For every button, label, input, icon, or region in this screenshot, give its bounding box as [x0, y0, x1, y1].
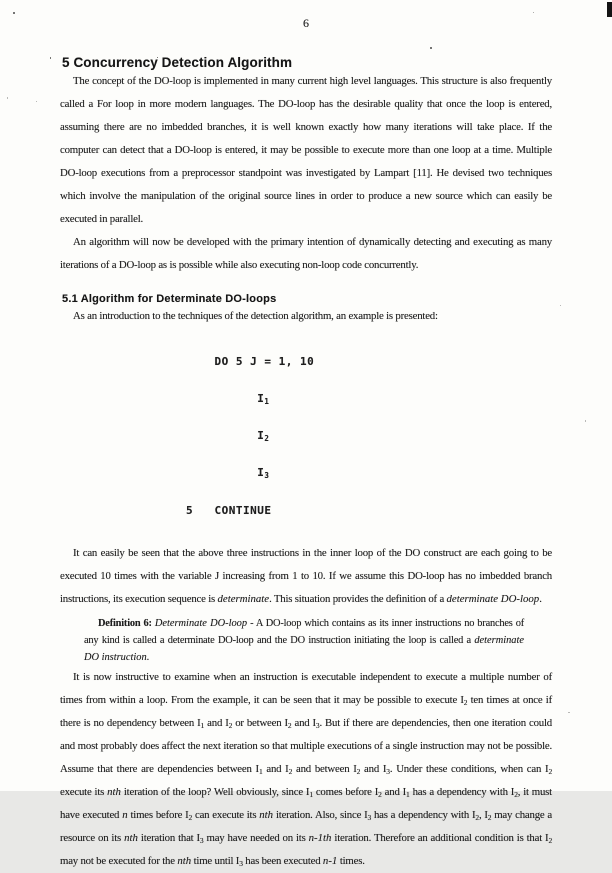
scan-speck	[50, 57, 51, 59]
code-line-do-statement: DO 5 J = 1, 10	[186, 354, 315, 368]
definition-6-block: Definition 6: Determinate DO-loop - A DO-loop which contains as its inner instructions no branches of any kind is called a determinate DO-loop and the DO instruction initiating the loop is called a determinate DO instruction.	[84, 617, 524, 663]
paragraph-determinate-explanation: It can easily be seen that the above three instructions in the inner loop of the DO construct are each going to be executed 10 times with the variable J increasing from 1 to 10. If we assume this DO-loop has no imbedded branch instructions, its execution sequence is determinate. This situation provides the definition of a determinate DO-loop.	[60, 546, 552, 605]
code-line-instruction-1: $I_1$	[186, 392, 269, 407]
paragraph-example-intro: As an introduction to the techniques of the detection algorithm, an example is presented:	[73, 310, 438, 322]
code-line-instruction-3: $I_3$	[186, 466, 269, 481]
code-block-do-loop	[186, 331, 552, 542]
paragraph-algorithm-intent: An algorithm will now be developed with the primary intention of dynamically detecting and executing as many iterations of a DO-loop as is possible while also executing non-loop code concurrently.	[60, 236, 552, 271]
page-content	[60, 0, 552, 873]
scan-speck	[560, 305, 561, 306]
code-line-instruction-2: $I_2$	[186, 429, 269, 444]
section-heading: 5 Concurrency Detection Algorithm	[62, 55, 293, 70]
scan-speck	[585, 420, 586, 422]
scan-speck	[568, 712, 570, 713]
scan-speck	[13, 12, 15, 14]
scan-speck	[7, 97, 8, 99]
scan-speck	[36, 101, 37, 102]
scan-corner-mark	[607, 2, 612, 17]
paragraph-do-loop-concept: The concept of the DO-loop is implemented in many current high level languages. This structure is also frequently called a For loop in more modern languages. The DO-loop has the desirable quality that once the loop is entered, assuming there are no imbedded branches, it is well known exactly how many iterations will take place. If the computer can detect that a DO-loop is entered, it may be possible to execute more than one loop at a time. Multiple DO-loop executions from a preprocessor standpoint was investigated by Lampart [11]. He devised two techniques which involve the manipulation of the original source lines in order to produce a new source which can easily be executed in parallel.	[60, 75, 552, 225]
subsection-heading: 5.1 Algorithm for Determinate DO-loops	[62, 293, 277, 305]
code-line-continue: 5 CONTINUE	[186, 503, 272, 517]
page-number: 6	[303, 16, 309, 30]
paragraph-dependency-analysis: It is now instructive to examine when an instruction is executable independent to execute a multiple number of times from within a loop. From the example, it can be seen that it may be possible to execute $I_2$ ten times at once if there is no dependency between $I_1$ and $I_2$ or between $I_2$ and $I_3$. But if there are dependencies, then one iteration could and most probably does affect the next iteration so that multiple executions of a single instruction may not be possible. Assume that there are dependencies between $I_1$ and $I_2$ and between $I_2$ and $I_3$. Under these conditions, when can $I_2$ execute its nth iteration of the loop? Well obviously, since $I_1$ comes before $I_2$ and $I_1$ has a dependency with $I_2$, it must have executed n times before $I_2$ can execute its nth iteration. Also, since $I_3$ has a dependency with $I_2$, $I_2$ may change a resource on its nth iteration that $I_3$ may have needed on its n-1th iteration. Therefore an additional condition is that $I_2$ may not be executed for the nth time until $I_3$ has been executed n-1 times.	[60, 670, 553, 868]
